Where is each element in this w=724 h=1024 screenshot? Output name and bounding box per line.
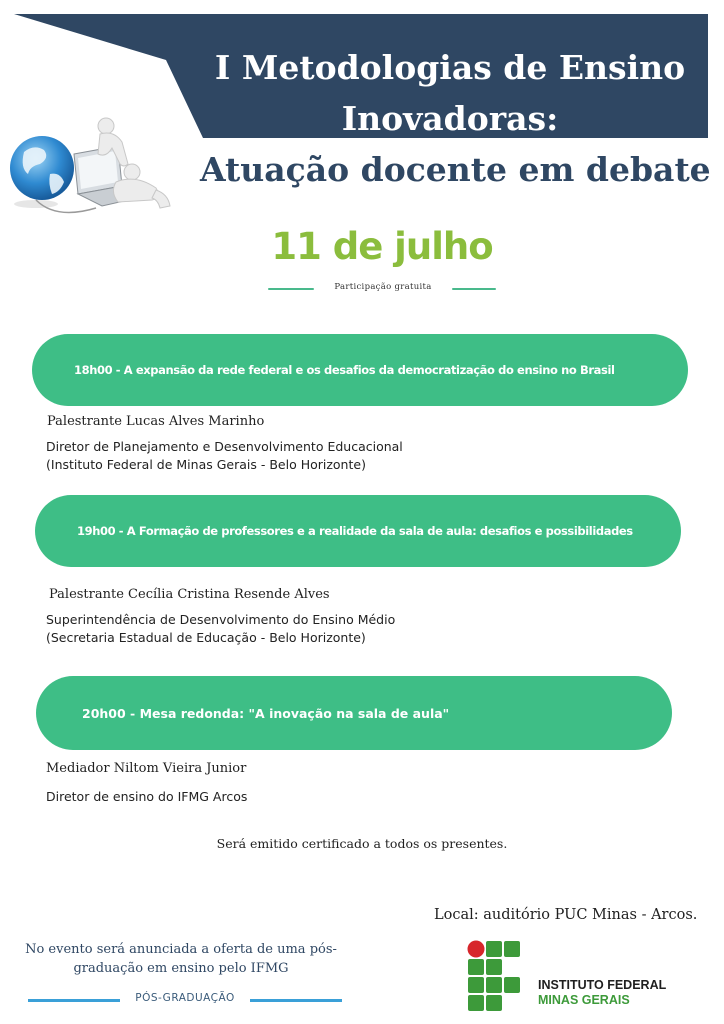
session-2-banner	[35, 495, 681, 567]
session-3-speaker: Mediador Niltom Vieira Junior	[46, 761, 247, 776]
instituto-federal-logo-icon	[467, 940, 521, 1012]
globe-icon	[10, 136, 74, 200]
globe-laptop-illustration	[6, 112, 174, 232]
divider-left	[268, 288, 314, 290]
free-participation-note: Participação gratuita	[334, 282, 432, 292]
session-2-speaker: Palestrante Cecília Cristina Resende Alves	[49, 587, 330, 602]
institution-name-line-2: MINAS GERAIS	[538, 993, 630, 1007]
title-line-1: I Metodologias de Ensino	[214, 48, 686, 87]
session-2-institution: (Secretaria Estadual de Educação - Belo Horizonte)	[46, 630, 366, 645]
session-1-banner	[32, 334, 688, 406]
postgrad-announcement: No evento será anunciada a oferta de uma pós-graduação em ensino pelo IFMG	[25, 942, 337, 976]
session-3-title: 20h00 - Mesa redonda: "A inovação na sala de aula"	[82, 705, 450, 721]
session-1-title: 18h00 - A expansão da rede federal e os desafios da democratização do ensino no Brasil	[74, 363, 615, 377]
session-3-banner	[36, 676, 672, 750]
postgrad-line-right	[250, 999, 342, 1002]
session-1-institution: (Instituto Federal de Minas Gerais - Belo Horizonte)	[46, 457, 366, 472]
session-1-role: Diretor de Planejamento e Desenvolvimento Educacional	[46, 439, 403, 454]
divider-right	[452, 288, 496, 290]
certificate-note: Será emitido certificado a todos os presentes.	[216, 836, 508, 851]
postgrad-line-left	[28, 999, 120, 1002]
institution-name-line-1: INSTITUTO FEDERAL	[538, 978, 667, 992]
event-date: 11 de julho	[271, 225, 493, 268]
session-2-role: Superintendência de Desenvolvimento do Ensino Médio	[46, 612, 396, 627]
postgrad-label: PÓS-GRADUAÇÃO	[135, 992, 235, 1004]
event-location: Local: auditório PUC Minas - Arcos.	[434, 907, 698, 923]
session-1-speaker: Palestrante Lucas Alves Marinho	[47, 414, 265, 429]
session-2-title: 19h00 - A Formação de professores e a realidade da sala de aula: desafios e possibilidades	[77, 524, 633, 538]
subtitle: Atuação docente em debate	[200, 150, 711, 189]
session-3-role: Diretor de ensino do IFMG Arcos	[46, 789, 248, 804]
title-line-2: Inovadoras:	[341, 99, 559, 138]
institution-name	[538, 978, 666, 1008]
